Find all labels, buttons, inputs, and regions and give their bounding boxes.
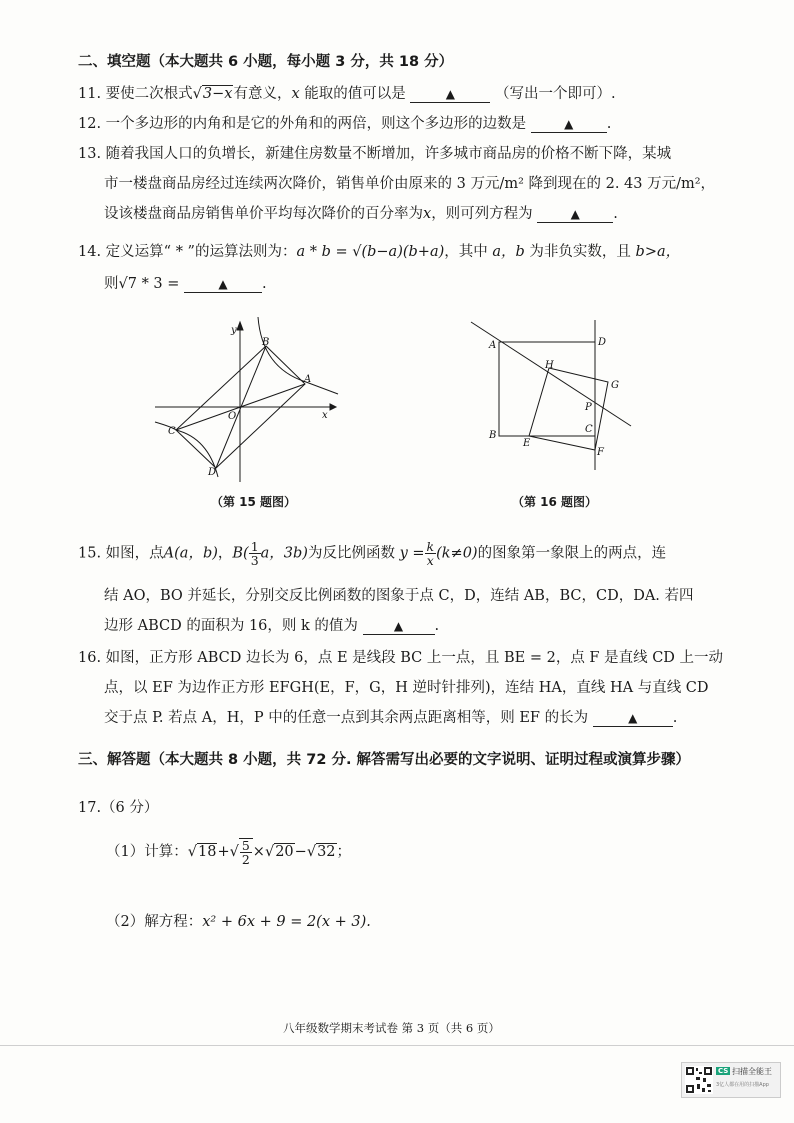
question-16-line-2: 点，以 EF 为边作正方形 EFGH(E，F，G，H 逆时针排列)，连结 HA，直线 HA 与直线 CD: [104, 680, 709, 696]
fig16-label-g: G: [611, 380, 619, 391]
figure-16-caption: （第 16 题图）: [512, 495, 598, 509]
answer-blank-16[interactable]: ▲: [593, 710, 673, 727]
fig16-label-f: F: [597, 447, 604, 458]
line-ha: [471, 322, 631, 426]
fig16-label-a: A: [489, 340, 497, 351]
fig15-label-c: C: [168, 426, 176, 437]
question-13: 13. 随着我国人口的负增长，新建住房数量不断增加，许多城市商品房的价格不断下降，某城: [78, 146, 672, 162]
answer-blank-13[interactable]: ▲: [537, 206, 613, 223]
fig15-label-b: B: [262, 337, 270, 348]
fig16-label-p: P: [585, 402, 592, 413]
question-17-part-1: （1）计算：√18+√ $\frac{5}{2}$ ×√20−√32；: [106, 838, 352, 867]
question-15: 15. 如图，点A(a，b)，B( $\frac{1}{3}$ a，3b)为反比例函数 y = $\frac{k}{x}$ (k≠0)的图象第一象限上的两点，连: [78, 539, 667, 568]
section-2-note: （本大题共 6 小题，每小题 3 分，共 18 分）: [150, 54, 454, 70]
question-16: 16. 如图，正方形 ABCD 边长为 6，点 E 是线段 BC 上一点，且 BE = 2，点 F 是直线 CD 上一动: [78, 650, 724, 666]
fig15-label-o: O: [228, 411, 237, 422]
square-abcd: [499, 342, 595, 436]
operation-formula: a * b = √(b−a)(b+a): [296, 244, 445, 260]
question-13-line-2: 市一楼盘商品房经过连续两次降价，销售单价由原来的 3 万元/m² 降到现在的 2. 43 万元/m²，: [104, 176, 716, 192]
fig16-label-d: D: [598, 337, 607, 348]
page-footer: 八年级数学期末考试卷 第 3 页（共 6 页）: [283, 1021, 500, 1035]
question-17-heading: 17.（6 分）: [78, 800, 159, 816]
figure-15: [150, 312, 350, 484]
question-17-part-2: （2）解方程：x² + 6x + 9 = 2(x + 3).: [106, 914, 371, 930]
answer-blank-15[interactable]: ▲: [363, 618, 435, 635]
x-axis-arrow: [330, 404, 336, 410]
scanner-watermark: [681, 1062, 781, 1098]
scanner-app-name: 扫描全能王: [732, 1067, 772, 1076]
cs-badge: CS: [718, 1067, 729, 1075]
scanner-tagline: 3亿人都在用的扫描App: [716, 1082, 769, 1088]
question-12: 12. 一个多边形的内角和是它的外角和的两倍，则这个多边形的边数是 ▲ .: [78, 116, 612, 132]
answer-blank-11[interactable]: ▲: [410, 86, 490, 103]
answer-blank-14[interactable]: ▲: [184, 276, 262, 293]
section-3-note: （本大题共 8 小题，共 72 分. 解答需写出必要的文字说明、证明过程或演算步骤）: [150, 752, 691, 768]
fig16-label-h: H: [545, 360, 554, 371]
fig16-label-e: E: [523, 438, 531, 449]
question-15-line-2: 结 AO，BO 并延长，分别交反比例函数的图象于点 C，D，连结 AB，BC，CD，DA. 若四: [104, 588, 694, 604]
fig16-label-c: C: [585, 424, 593, 435]
fig15-label-x: x: [322, 410, 328, 421]
hyperbola-branch-1: [258, 317, 338, 394]
fig16-label-b: B: [489, 430, 497, 441]
section-3-title: 三、解答题: [78, 752, 151, 768]
fig15-label-a: A: [304, 374, 312, 385]
footer-divider: [0, 1045, 794, 1046]
answer-blank-12[interactable]: ▲: [531, 116, 607, 133]
section-2-title: 二、填空题: [78, 54, 151, 70]
y-axis-arrow: [237, 322, 243, 330]
fig15-label-y: y: [231, 325, 237, 336]
figure-15-caption: （第 15 题图）: [211, 495, 297, 509]
qr-code-icon: [685, 1066, 713, 1094]
question-11: 11. 要使二次根式√3−x有意义，x 能取的值可以是 ▲ （写出一个即可）.: [78, 86, 616, 102]
fig15-label-d: D: [208, 467, 217, 478]
figure-16: [465, 318, 645, 473]
square-efgh: [529, 368, 608, 450]
question-14: 14. 定义运算“ * ”的运算法则为：a * b = √(b−a)(b+a)，其中 a，b 为非负实数，且 b>a，: [78, 244, 681, 260]
